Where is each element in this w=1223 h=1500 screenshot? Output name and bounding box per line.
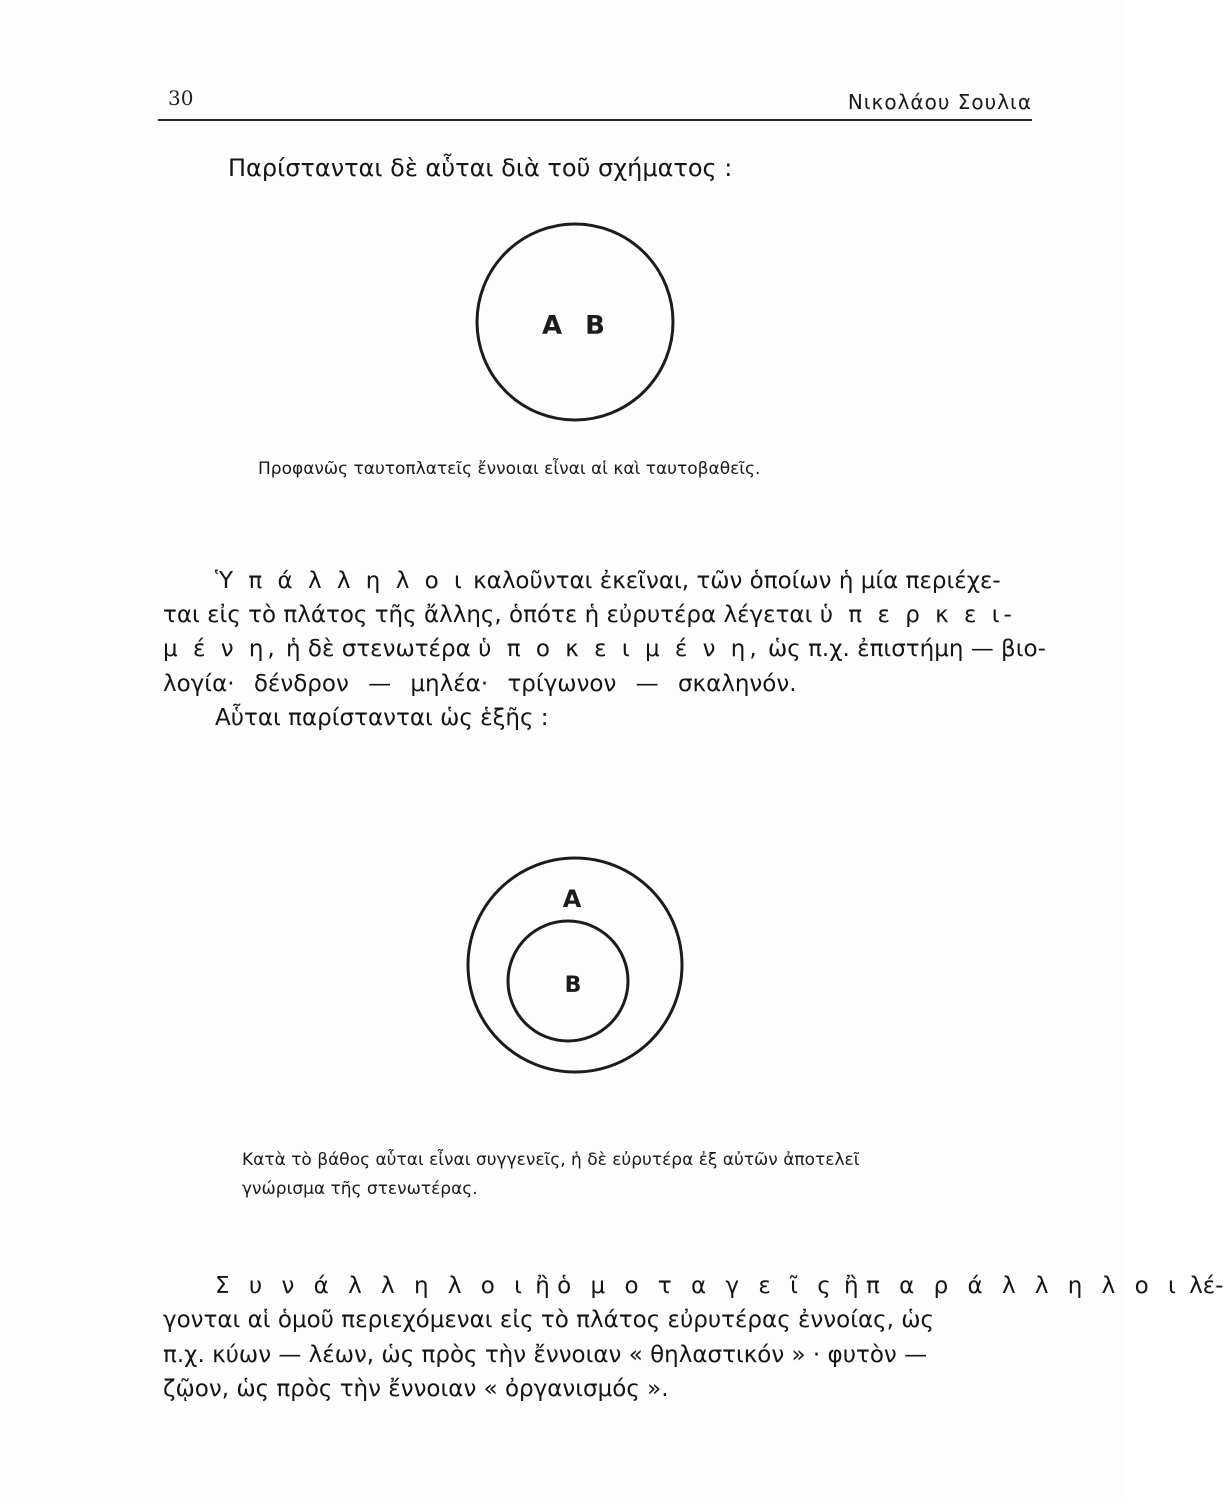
equal-label-a: Α bbox=[541, 311, 563, 341]
section2-line3-mid: ἡ δὲ στενωτέρα bbox=[286, 636, 471, 662]
section2-intro: Αὗται παρίστανται ὡς ἑξῆς : bbox=[215, 705, 549, 731]
term-cognate: ὁ μ ο τ α γ ε ῖ ς bbox=[557, 1273, 837, 1299]
equal-label-b: Β bbox=[585, 311, 605, 341]
page-number: 30 bbox=[168, 86, 194, 110]
inner-concept-circle bbox=[508, 921, 628, 1041]
section3-or1: ἢ bbox=[535, 1273, 550, 1299]
section2-line3-end: ὡς π.χ. ἐπιστήμη — βιο- bbox=[768, 636, 1046, 662]
section3-line2: γονται αἱ ὁμοῦ περιεχόμεναι εἰς τὸ πλάτος εὐρυτέρας ἐννοίας, ὡς bbox=[163, 1307, 935, 1333]
section2-line4: λογία· δένδρον — μηλέα· τρίγωνον — σκαληνόν. bbox=[163, 671, 797, 697]
section3-or2: ἢ bbox=[844, 1273, 859, 1299]
term-superordinate: ὑ π ε ρ κ ε ι- bbox=[819, 602, 1016, 628]
section2-caption-line1: Κατὰ τὸ βάθος αὗται εἶναι συγγενεῖς, ἡ δὲ εὐρυτέρα ἐξ αὐτῶν ἀποτελεῖ bbox=[242, 1150, 860, 1170]
section1-intro: Παρίστανται δὲ αὗται διὰ τοῦ σχήματος : bbox=[228, 154, 733, 182]
section3-line1-end: λέ- bbox=[1189, 1273, 1223, 1299]
outer-label-a: Α bbox=[562, 885, 582, 913]
section2-line1 bbox=[215, 568, 1001, 594]
outer-concept-circle bbox=[468, 858, 682, 1072]
section3-line1 bbox=[215, 1273, 1223, 1299]
section2-line1-rest: καλοῦνται ἐκεῖναι, τῶν ὁποίων ἡ μία περιέχε- bbox=[473, 568, 1001, 594]
term-hyponym: ὑ π ο κ ε ι μ έ ν η, bbox=[478, 636, 761, 662]
section2-line2 bbox=[163, 602, 1016, 628]
section1-caption: Προφανῶς ταυτοπλατεῖς ἔννοιαι εἶναι αἱ καὶ ταυτοβαθεῖς. bbox=[258, 459, 761, 479]
equal-concepts-circle bbox=[477, 224, 673, 420]
section2-line2-text: ται εἰς τὸ πλάτος τῆς ἄλλης, ὁπότε ἡ εὐρυτέρα λέγεται bbox=[163, 602, 813, 628]
section3-line3: π.χ. κύων — λέων, ὡς πρὸς τὴν ἔννοιαν « θηλαστικόν » · φυτὸν — bbox=[163, 1342, 928, 1368]
running-head: Νικολάου Σουλια bbox=[847, 90, 1032, 114]
section3-line4: ζῷον, ὡς πρὸς τὴν ἔννοιαν « ὀργανισμός ». bbox=[163, 1376, 669, 1402]
section2-line3 bbox=[163, 636, 1046, 662]
section2-caption-line2: γνώρισμα τῆς στενωτέρας. bbox=[242, 1179, 478, 1199]
term-subordinate: Ὑ π ά λ λ η λ ο ι bbox=[215, 568, 466, 594]
inner-label-b: Β bbox=[564, 973, 582, 998]
header-rule bbox=[158, 119, 1032, 121]
term-superordinate-end: μ έ ν η, bbox=[163, 636, 279, 662]
term-parallel: π α ρ ά λ λ η λ ο ι bbox=[865, 1273, 1182, 1299]
term-coordinate: Σ υ ν ά λ λ η λ ο ι bbox=[215, 1273, 528, 1299]
